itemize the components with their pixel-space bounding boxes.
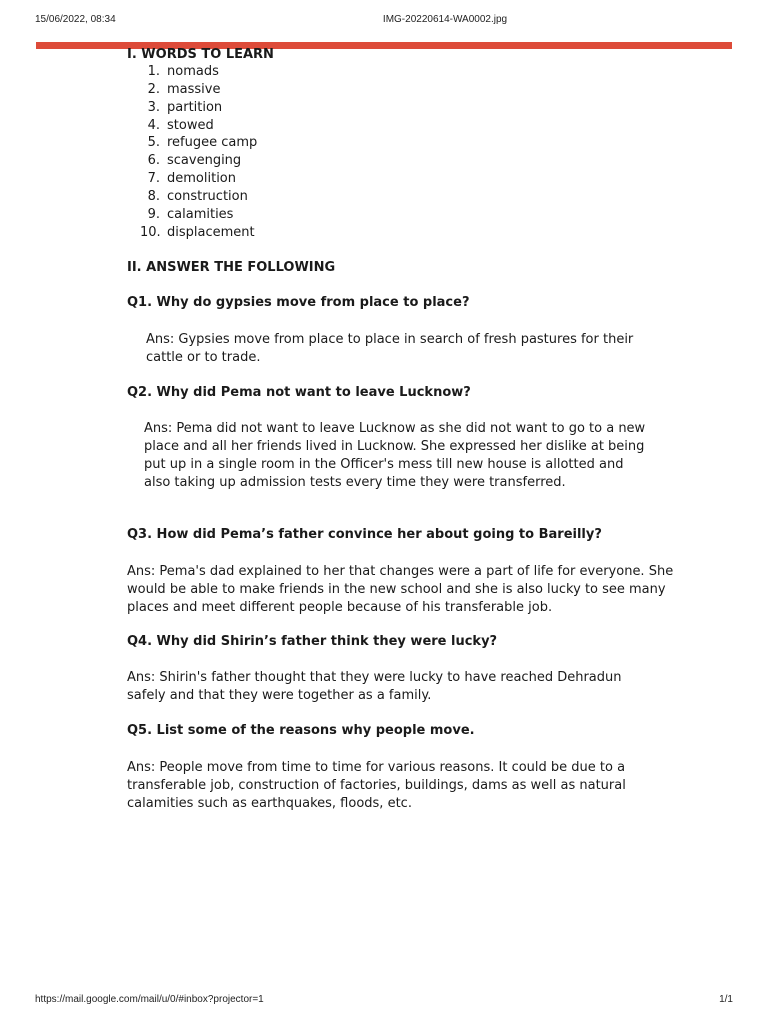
answer-5: Ans: People move from time to time for various reasons. It could be due to a transferable job, construction of factories, buildings, dams as well as natural calamities such as earthquakes, floods, etc. (127, 760, 626, 811)
section-heading-answers: II. ANSWER THE FOLLOWING (127, 260, 336, 275)
answer-4: Ans: Shirin's father thought that they were lucky to have reached Dehradun safely and that they were together as a family. (127, 670, 622, 703)
question-5: Q5. List some of the reasons why people move. (127, 723, 475, 738)
list-item: 5. refugee camp (147, 135, 258, 151)
words-list (140, 63, 257, 241)
question-2: Q2. Why did Pema not want to leave Lucknow? (127, 385, 471, 400)
print-page-number: 1/1 (719, 994, 733, 1005)
list-item: 8. construction (147, 188, 248, 204)
list-item: 6. scavenging (147, 153, 242, 169)
question-4: Q4. Why did Shirin’s father think they were lucky? (127, 634, 498, 649)
list-item: 2. massive (147, 81, 221, 97)
list-item: 9. calamities (147, 206, 234, 222)
section-heading-words: I. WORDS TO LEARN (127, 47, 274, 62)
list-item: 4. stowed (147, 117, 214, 133)
print-title: IMG-20220614-WA0002.jpg (382, 14, 508, 25)
print-url: https://mail.google.com/mail/u/0/#inbox?projector=1 (35, 994, 264, 1005)
question-1: Q1. Why do gypsies move from place to place? (127, 295, 470, 310)
print-datetime: 15/06/2022, 08:34 (35, 14, 116, 25)
answer-1: Ans: Gypsies move from place to place in search of fresh pastures for their cattle or to trade. (146, 332, 634, 365)
question-3: Q3. How did Pema’s father convince her about going to Bareilly? (127, 527, 602, 542)
list-item: 10. displacement (140, 224, 255, 240)
list-item: 1. nomads (147, 64, 219, 79)
answer-2: Ans: Pema did not want to leave Lucknow as she did not want to go to a new place and all her friends lived in Lucknow. She expressed her dislike at being put up in a single room in the Officer's mess till new house is allotted and also taking up admission tests every time they were transferred. (144, 421, 646, 490)
answer-3: Ans: Pema's dad explained to her that changes were a part of life for everyone. She would be able to make friends in the new school and she is also lucky to see many places and meet different people because of his transferable job. (127, 564, 674, 615)
list-item: 7. demolition (147, 171, 236, 187)
list-item: 3. partition (147, 99, 223, 115)
